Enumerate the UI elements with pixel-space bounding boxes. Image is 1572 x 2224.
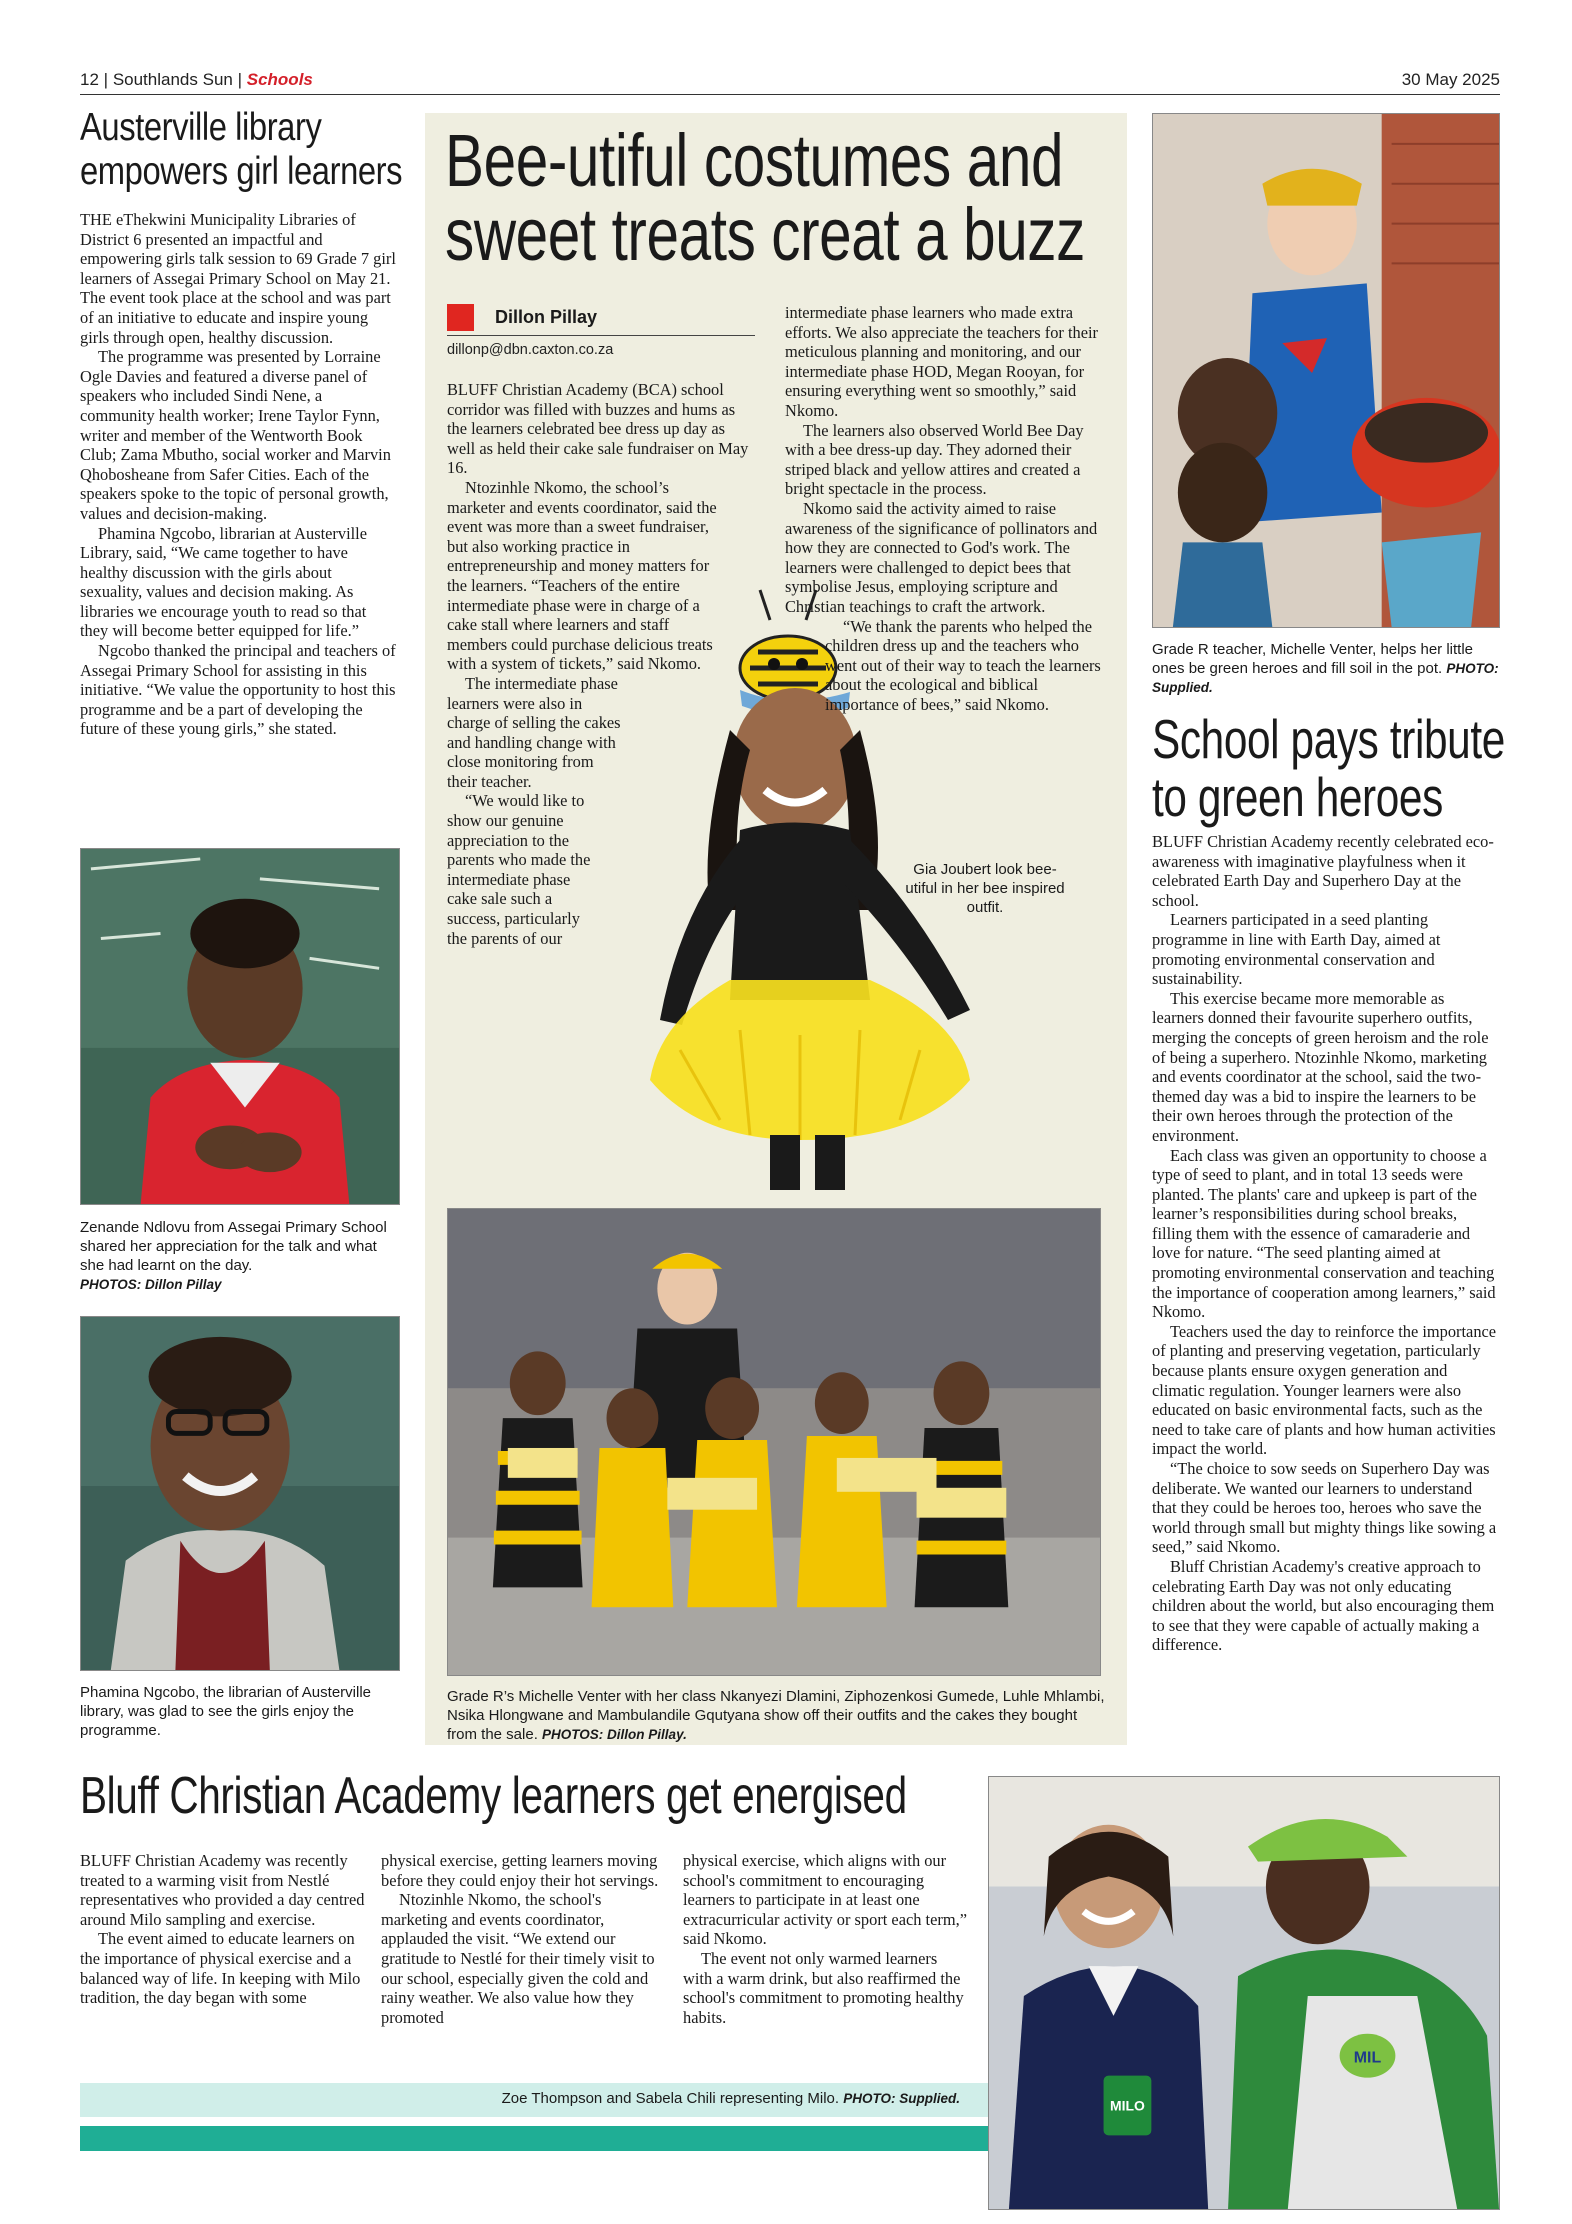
librarian-smiling-image (81, 1317, 399, 1670)
milo-article-col2 (381, 1851, 666, 2027)
austerville-article-body (80, 210, 398, 739)
paragraph: Bluff Christian Academy's creative approach to celebrating Earth Day was not only educating children about the world, but also encouraging them to see that they were capable of actually making a difference. (1152, 1556, 1495, 1655)
group-caption: Grade R’s Michelle Venter with her class Nkanyezi Dlamini, Ziphozenkosi Gumede, Luhle Mhlambi, Nsika Hlongwane and Mambulandile Gqutyana show off their outfits and the cakes they bought from the sale. PHOTOS: Dillon Pillay. (447, 1688, 1105, 1743)
gia-caption: Gia Joubert look bee-utiful in her bee inspired outfit. (905, 861, 1065, 916)
publication-name: Southlands Sun (112, 70, 233, 89)
children-bee-costumes-image (448, 1209, 1100, 1675)
photo-michelle-venter-planting (1152, 113, 1500, 628)
paragraph: Ntozinhle Nkomo, the school's marketing and events coordinator, applauded the visit. “We extend our gratitude to Nestlé for their timely visit to our school, especially given the cold and rainy weather. We also value how they promoted (381, 1890, 655, 2027)
byline-marker (447, 304, 474, 331)
photo-credit: PHOTO: Supplied. (1152, 661, 1499, 695)
byline (447, 304, 755, 336)
header-rule (80, 94, 1500, 95)
header-separator: | (237, 70, 243, 89)
paragraph: Phamina Ngcobo, librarian at Austerville Library, said, “We came together to have healthy discussion with the girls about sexuality, values and decision making. As libraries we encourage youth to read so that they will become better equipped for life.” (80, 523, 368, 641)
paragraph: BLUFF Christian Academy (BCA) school corridor was filled with buzzes and hums as the learners celebrated bee dress up day as well as held their cake sale fundraiser on May 16. (447, 380, 749, 478)
decorative-band (80, 2126, 990, 2151)
page-header (80, 70, 313, 90)
milo-girl-and-man-image (989, 1777, 1499, 2209)
photo-phamina-ngcobo (80, 1316, 400, 1671)
zenande-caption: Zenande Ndlovu from Assegai Primary School shared her appreciation for the talk and what she had learnt on the day. PHOTOS: Dillon Pillay (80, 1219, 387, 1292)
issue-date: 30 May 2025 (1401, 70, 1500, 89)
paragraph: Nkomo said the activity aimed to raise awareness of the significance of pollinators and how they are connected to God's work. The learners were challenged to depict bees that symbolise Jesus, employing scripture and Christian teachings to craft the artwork. (785, 498, 1098, 616)
milo-caption: Zoe Thompson and Sabela Chili representing Milo. PHOTO: Supplied. (501, 2090, 960, 2107)
paragraph: intermediate phase learners who made extra efforts. We also appreciate the teachers for their meticulous planning and monitoring, and our intermediate phase HOD, Megan Rooyan, for ensuring everything went so smoothly,” said Nkomo. (785, 303, 1098, 420)
paragraph: Ngcobo thanked the principal and teachers of Assegai Primary School for assisting in this initiative. “We value the opportunity to host this programme and be a part of developing the future of these young girls,” she stated. (80, 641, 396, 739)
phamina-caption: Phamina Ngcobo, the librarian of Austerville library, was glad to see the girls enjoy the programme. (80, 1684, 371, 1739)
milo-article-col1 (80, 1851, 365, 2008)
bee-article-col1 (447, 380, 753, 948)
paragraph: The event aimed to educate learners on the importance of physical exercise and a balanced way of life. In keeping with Milo tradition, the day began with some (80, 1929, 361, 2008)
apron-lettering: MIL (1353, 2049, 1382, 2067)
paragraph: Teachers used the day to reinforce the importance of planting and preserving vegetation, particularly because plants ensure oxygen generation and climatic regulation. Younger learners were also educated on basic environmental facts, such as the need to take care of plants and how human activities impact the world. (1152, 1321, 1497, 1459)
bee-headline: Bee-utiful costumes and sweet treats creat a buzz (445, 119, 1085, 276)
photo-milo-representatives (988, 1776, 1500, 2210)
teacher-superhero-planting-image (1153, 114, 1499, 627)
paragraph: THE eThekwini Municipality Libraries of District 6 presented an impactful and empowering girls talk session to 69 Grade 7 girl learners of Assegai Primary School on May 21. The event took place at the school and was part of an initiative to educate and inspire young girls through open, healthy discussion. (80, 210, 396, 347)
paragraph: “The choice to sow seeds on Superhero Day was deliberate. We wanted our learners to understand that they could be heroes too, heroes who save the world through small but mighty things like sowing a seed,” said Nkomo. (1152, 1459, 1497, 1557)
photo-zenande-ndlovu (80, 848, 400, 1205)
header-separator: | (103, 70, 109, 89)
bee-article-col2 (785, 303, 1103, 714)
heroes-headline: School pays tribute to green heroes (1152, 708, 1505, 828)
paragraph: physical exercise, which aligns with our school's commitment to encouraging learners to participate in at least one extracurricular activity or sport each term,” said Nkomo. (683, 1851, 967, 1949)
paragraph: physical exercise, getting learners moving before they could enjoy their hot servings. (381, 1851, 659, 1890)
milo-article-col3 (683, 1851, 968, 2027)
section-name: Schools (246, 70, 313, 89)
author-name: Dillon Pillay (495, 307, 598, 327)
paragraph: “We thank the parents who helped the children dress up and the teachers who went out of their way to teach the learners about the ecological and biblical importance of bees,” said Nkomo. (825, 616, 1101, 714)
milo-headline: Bluff Christian Academy learners get energised (80, 1767, 907, 1825)
author-email[interactable]: dillonp@dbn.caxton.co.za (447, 342, 614, 358)
austerville-headline: Austerville library empowers girl learners (80, 106, 403, 193)
paragraph: The programme was presented by Lorraine Ogle Davies and featured a diverse panel of speakers who included Sindi Nene, a community health worker; Irene Taylor Fynn, writer and member of the Wentworth Book Club; Zama Mbutho, social worker and Marvin Qhobosheane from Safer Cities. Each of the speakers spoke to the topic of personal growth, values and decision-making. (80, 347, 391, 523)
paragraph: This exercise became more memorable as learners donned their favourite superhero outfits, merging the concepts of green heroism and the role of being a superhero. Ntozinhle Nkomo, marketing and events coordinator at the school, said the two-themed day was a bid to inspire the learners to be their own heroes through the protection of the environment. (1152, 988, 1489, 1145)
paragraph: The intermediate phase learners were also in charge of selling the cakes and handling change with close monitoring from their teacher. (447, 673, 621, 791)
photo-credit: PHOTOS: Dillon Pillay (80, 1277, 222, 1292)
photo-credit: PHOTO: Supplied. (843, 2091, 960, 2106)
paragraph: BLUFF Christian Academy recently celebrated eco-awareness with imaginative playfulness when it celebrated Earth Day and Superhero Day at the school. (1152, 832, 1494, 910)
paragraph: Learners participated in a seed planting programme in line with Earth Day, aimed at promoting environmental conservation and sustainability. (1152, 910, 1441, 989)
photo-grade-r-class (447, 1208, 1101, 1676)
paragraph: “We would like to show our genuine appreciation to the parents who made the intermediate phase cake sale such a success, particularly the parents of our (447, 791, 591, 948)
mug-lettering: MILO (1110, 2097, 1145, 2114)
photo-credit: PHOTOS: Dillon Pillay. (542, 1727, 687, 1742)
paragraph: The learners also observed World Bee Day with a bee dress-up day. They adorned their striped black and yellow attires and created a bright spectacle in the process. (785, 420, 1084, 499)
paragraph: Each class was given an opportunity to choose a type of seed to plant, and in total 13 seeds were planted. The plants' care and upkeep is part of the learner’s responsibilities during school breaks, filling them with the essence of camaraderie and love for nature. “The seed planting aimed at promoting environmental conservation and teaching the importance of cooperation among learners,” said Nkomo. (1152, 1145, 1496, 1322)
paragraph: Ntozinhle Nkomo, the school’s marketer and events coordinator, said the event was more than a sweet fundraiser, but also working practice in entrepreneurship and money matters for the learners. “Teachers of the entire intermediate phase were in charge of a cake stall where learners and staff members could purchase delicious treats with a system of tickets,” said Nkomo. (447, 477, 717, 674)
page-number: 12 (80, 70, 99, 89)
girl-red-jacket-image (81, 849, 399, 1204)
heroes-article-body (1152, 832, 1498, 1655)
paragraph: The event not only warmed learners with a warm drink, but also reaffirmed the school's commitment to promoting healthy habits. (683, 1948, 964, 2027)
paragraph: BLUFF Christian Academy was recently treated to a warming visit from Nestlé representatives who provided a day centred around Milo sampling and exercise. (80, 1851, 365, 1929)
heroes-photo-caption: Grade R teacher, Michelle Venter, helps her little ones be green heroes and fill soil in the pot. PHOTO: Supplied. (1152, 641, 1499, 695)
